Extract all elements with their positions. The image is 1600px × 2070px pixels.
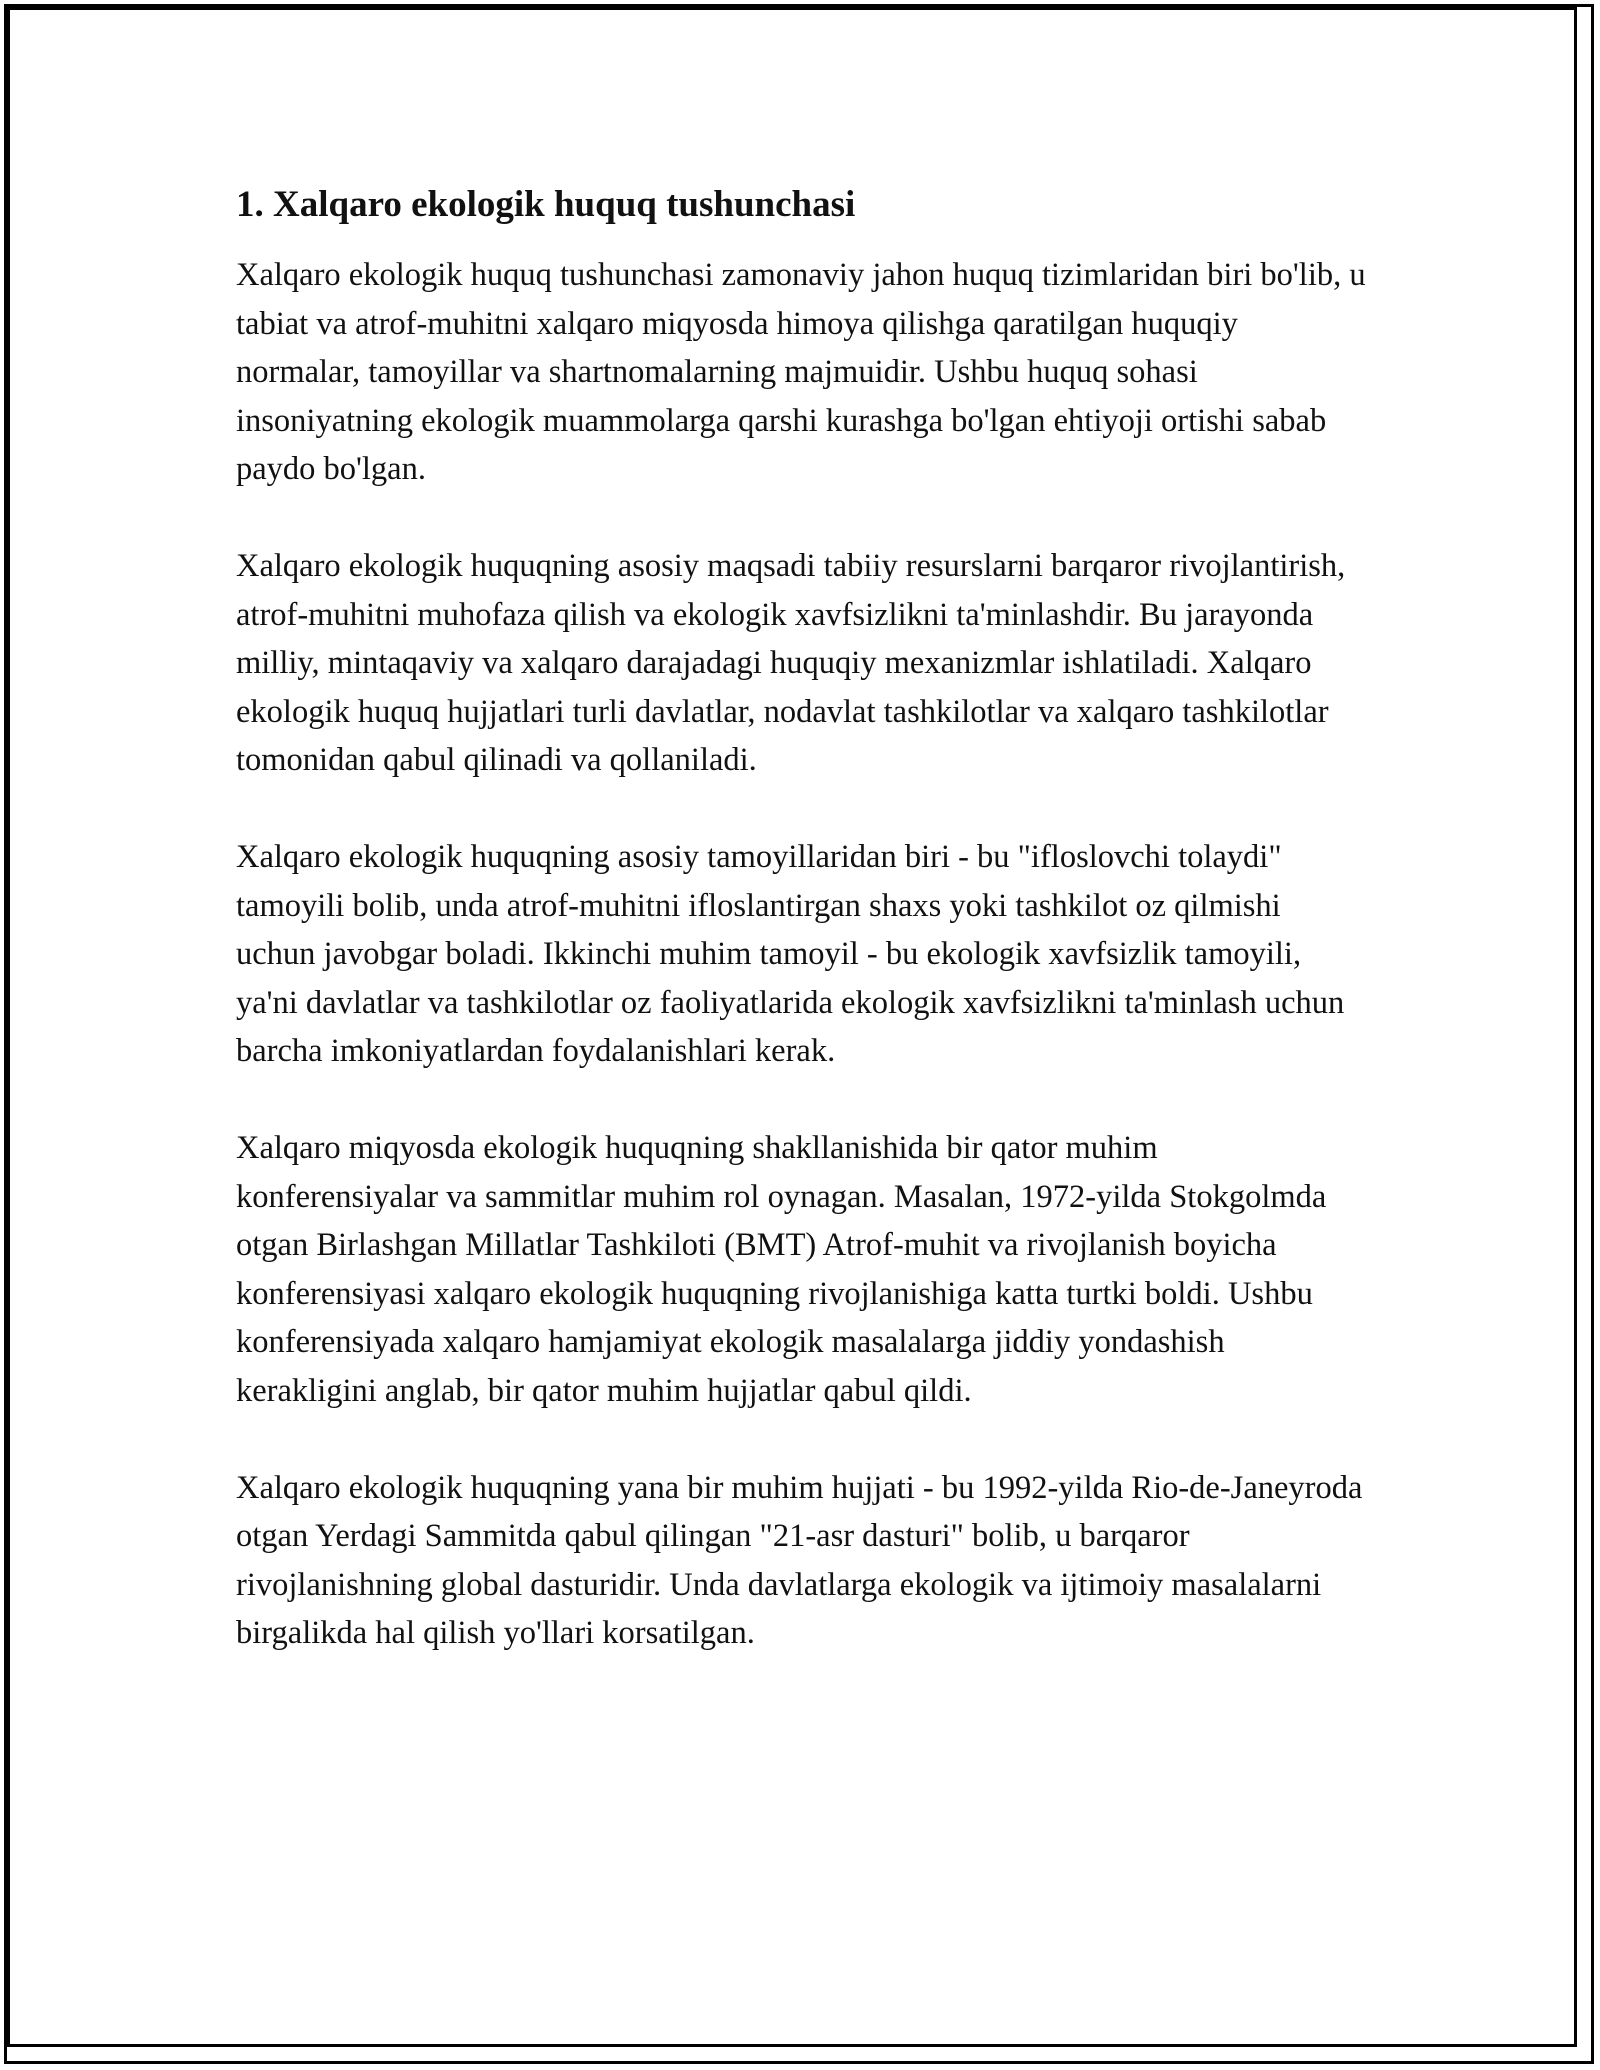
paragraph-1: Xalqaro ekologik huquq tushunchasi zamonaviy jahon huquq tizimlaridan biri bo'lib, u tabiat va atrof-muhitni xalqaro miqyosda himoya qilishga qaratilgan huquqiy normalar, tamoyillar va shartnomalarning majmuidir. Ushbu huquq sohasi insoniyatning ekologik muammolarga qarshi kurashga bo'lgan ehtiyoji ortishi sabab paydo bo'lgan. [236,257,1366,487]
paragraph-5: Xalqaro ekologik huquqning yana bir muhim hujjati - bu 1992-yilda Rio-de-Janeyroda otgan Yerdagi Sammitda qabul qilingan "21-asr dasturi" bolib, u barqaror rivojlanishning global dasturidir. Unda davlatlarga ekologik va ijtimoiy masalalarni birgalikda hal qilish yo'llari korsatilgan. [236,1469,1363,1651]
paragraph-4: Xalqaro miqyosda ekologik huquqning shakllanishida bir qator muhim konferensiyalar va sammitlar muhim rol oynagan. Masalan, 1972-yilda Stokgolmda otgan Birlashgan Millatlar Tashkiloti (BMT) Atrof-muhit va rivojlanish boyicha konferensiyasi xalqaro ekologik huquqning rivojlanishiga katta turtki boldi. Ushbu konferensiyada xalqaro hamjamiyat ekologik masalalarga jiddiy yondashish kerakligini anglab, bir qator muhim hujjatlar qabul qildi. [236,1130,1327,1409]
paragraph-3: Xalqaro ekologik huquqning asosiy tamoyillaridan biri - bu "ifloslovchi tolaydi" tamoyili bolib, unda atrof-muhitni ifloslantirgan shaxs yoki tashkilot oz qilmishi uchun javobgar boladi. Ikkinchi muhim tamoyil - bu ekologik xavfsizlik tamoyili, ya'ni davlatlar va tashkilotlar oz faoliyatlarida ekologik xavfsizlikni ta'minlash uchun barcha imkoniyatlardan foydalanishlari kerak. [236,839,1345,1069]
paragraph-2: Xalqaro ekologik huquqning asosiy maqsadi tabiiy resurslarni barqaror rivojlantirish, atrof-muhitni muhofaza qilish va ekologik xavfsizlikni ta'minlashdir. Bu jarayonda milliy, mintaqaviy va xalqaro darajadagi huquqiy mexanizmlar ishlatiladi. Xalqaro ekologik huquq hujjatlari turli davlatlar, nodavlat tashkilotlar va xalqaro tashkilotlar tomonidan qabul qilinadi va qollaniladi. [236,548,1346,778]
section-heading: 1. Xalqaro ekologik huquq tushunchasi [236,184,856,225]
document-body [236,182,1366,1706]
